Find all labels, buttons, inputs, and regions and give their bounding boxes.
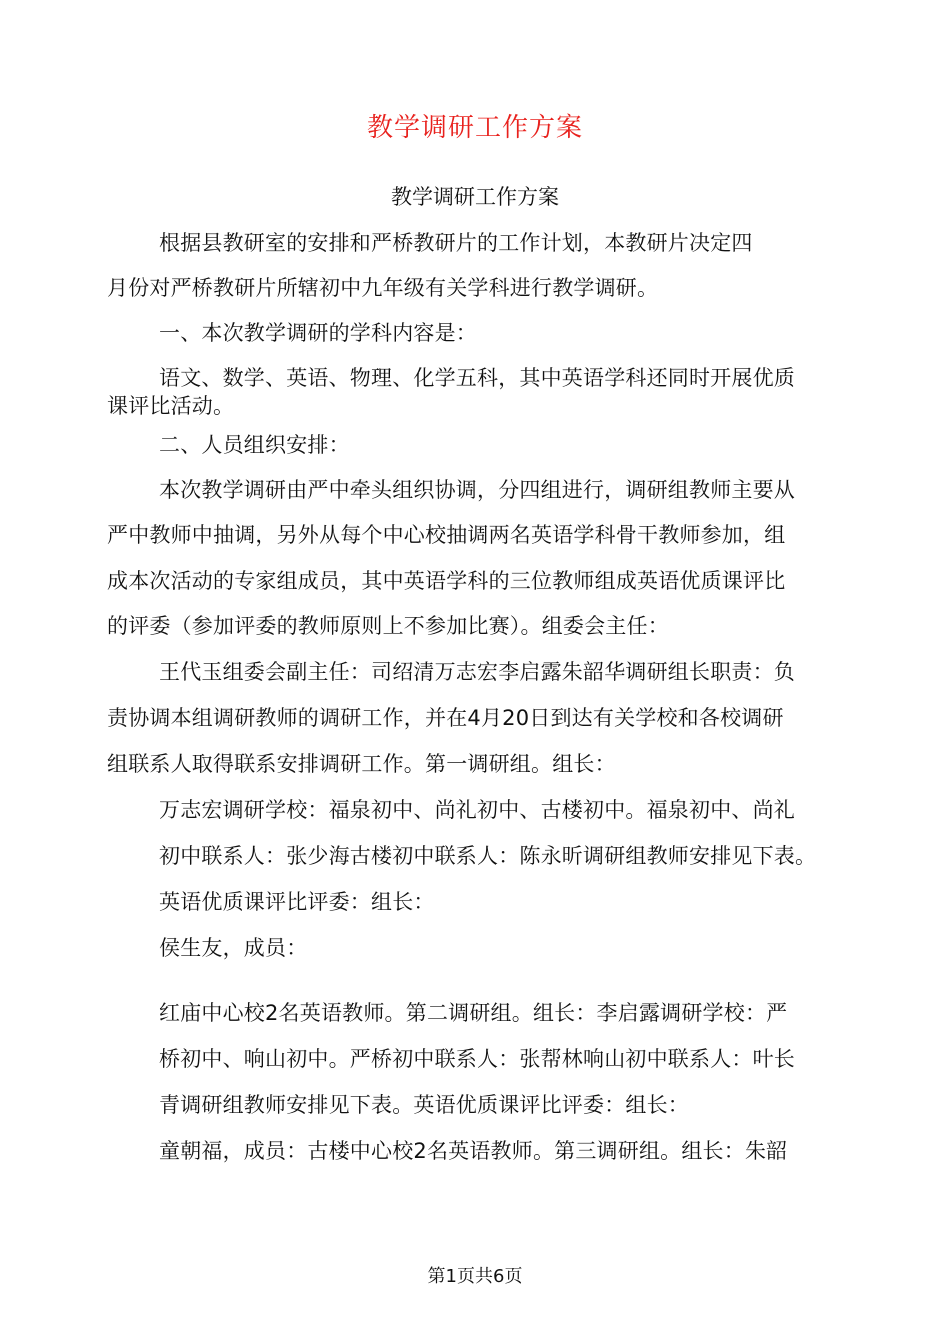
page-number-footer: 第1页共6页 (427, 1266, 523, 1287)
section-heading: 一、本次教学调研的学科内容是： (159, 321, 477, 345)
paragraph-line: 万志宏调研学校：福泉初中、尚礼初中、古楼初中。福泉初中、尚礼 (159, 798, 795, 822)
paragraph-line: 组联系人取得联系安排调研工作。第一调研组。组长： (107, 752, 616, 776)
paragraph-line: 桥初中、响山初中。严桥初中联系人：张帮林响山初中联系人：叶长 (159, 1047, 795, 1071)
document-subtitle: 教学调研工作方案 (391, 185, 559, 209)
paragraph-line: 课评比活动。 (107, 394, 235, 418)
document-title: 教学调研工作方案 (366, 113, 583, 143)
paragraph-line: 严中教师中抽调，另外从每个中心校抽调两名英语学科骨干教师参加，组 (107, 523, 786, 547)
paragraph-line: 王代玉组委会副主任：司绍清万志宏李启露朱韶华调研组长职责：负 (159, 660, 795, 684)
paragraph-line: 侯生友，成员： (159, 936, 308, 960)
paragraph-line: 初中联系人：张少海古楼初中联系人：陈永昕调研组教师安排见下表。 (159, 844, 817, 868)
paragraph-line: 红庙中心校2名英语教师。第二调研组。组长：李启露调研学校：严 (159, 1001, 788, 1025)
paragraph-line: 成本次活动的专家组成员，其中英语学科的三位教师组成英语优质课评比 (107, 569, 786, 593)
paragraph-line: 责协调本组调研教师的调研工作，并在4月20日到达有关学校和各校调研 (107, 706, 784, 730)
paragraph-line: 月份对严桥教研片所辖初中九年级有关学科进行教学调研。 (107, 276, 659, 300)
paragraph-line: 语文、数学、英语、物理、化学五科，其中英语学科还同时开展优质 (159, 366, 795, 390)
section-heading: 二、人员组织安排： (159, 433, 350, 457)
paragraph-line: 童朝福，成员：古楼中心校2名英语教师。第三调研组。组长：朱韶 (159, 1139, 788, 1163)
paragraph-line: 青调研组教师安排见下表。英语优质课评比评委：组长： (159, 1093, 689, 1117)
paragraph-line: 本次教学调研由严中牵头组织协调，分四组进行，调研组教师主要从 (159, 478, 795, 502)
paragraph-line: 的评委（参加评委的教师原则上不参加比赛）。组委会主任： (107, 614, 669, 638)
paragraph-line: 根据县教研室的安排和严桥教研片的工作计划，本教研片决定四 (159, 231, 753, 255)
paragraph-line: 英语优质课评比评委：组长： (159, 890, 435, 914)
